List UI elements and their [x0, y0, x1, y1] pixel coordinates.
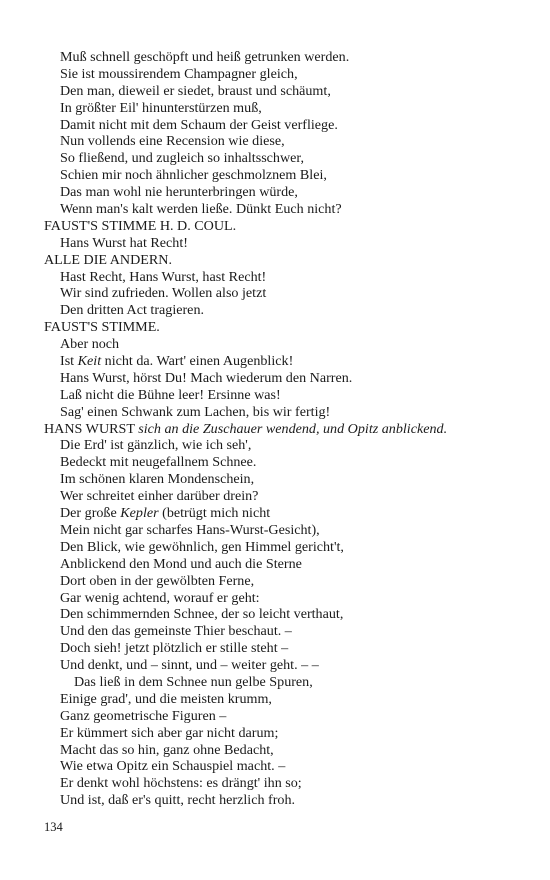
line-text: Den dritten Act tragieren.	[60, 302, 205, 319]
verse-line	[44, 674, 534, 691]
verse-line	[44, 387, 534, 404]
verse-line	[44, 150, 534, 167]
verse-line	[44, 454, 534, 471]
line-text: Ganz geometrische Figuren –	[60, 707, 227, 724]
line-text: Den Blick, wie gewöhnlich, gen Himmel gericht't,	[60, 538, 344, 555]
line-text: Sie ist moussirendem Champagner gleich,	[60, 65, 298, 82]
verse-line	[44, 83, 534, 100]
line-text: Hans Wurst, hörst Du! Mach wiederum den Narren.	[60, 369, 353, 386]
line-text: Der große	[60, 505, 121, 522]
line-text: Einige grad', und die meisten krumm,	[60, 690, 272, 707]
line-text: Dort oben in der gewölbten Ferne,	[60, 572, 255, 589]
line-text: Und denkt, und – sinnt, und – weiter geht. – –	[60, 657, 319, 674]
verse-line	[44, 471, 534, 488]
verse-line	[44, 117, 534, 134]
verse-line	[44, 269, 534, 286]
line-text: Wer schreitet einher darüber drein?	[60, 488, 259, 505]
line-text: Bedeckt mit neugefallnem Schnee.	[60, 454, 257, 471]
verse-line	[44, 640, 534, 657]
verse-line	[44, 353, 534, 370]
verse-line	[44, 758, 534, 775]
line-text: ALLE DIE ANDERN.	[44, 251, 172, 268]
line-text: Nun vollends eine Recension wie diese,	[60, 133, 285, 150]
line-text: Hans Wurst hat Recht!	[60, 234, 188, 251]
italic-text: sich an die Zuschauer wendend, und Opitz anblickend.	[138, 420, 448, 437]
line-text: Das ließ in dem Schnee nun gelbe Spuren,	[74, 673, 313, 690]
verse-line	[44, 556, 534, 573]
line-text: Im schönen klaren Mondenschein,	[60, 471, 255, 488]
verse-line	[44, 505, 534, 522]
line-text: FAUST'S STIMME.	[44, 319, 160, 336]
verse-line	[44, 522, 534, 539]
verse-line	[44, 49, 534, 66]
line-text: Er denkt wohl höchstens: es drängt' ihn so;	[60, 775, 302, 792]
speaker-line	[44, 252, 534, 269]
verse-line	[44, 302, 534, 319]
line-text: In größter Eil' hinunterstürzen muß,	[60, 99, 262, 116]
page-number: 134	[44, 820, 63, 834]
line-text: Muß schnell geschöpft und heiß getrunken werden.	[60, 49, 350, 65]
verse-line	[44, 623, 534, 640]
line-text: Den man, dieweil er siedet, braust und schäumt,	[60, 82, 331, 99]
play-text	[44, 49, 534, 809]
verse-line	[44, 657, 534, 674]
verse-line	[44, 201, 534, 218]
verse-line	[44, 404, 534, 421]
speaker-line	[44, 421, 534, 438]
line-text: Sag' einen Schwank zum Lachen, bis wir fertig!	[60, 403, 331, 420]
line-text: Gar wenig achtend, worauf er geht:	[60, 589, 260, 606]
verse-line	[44, 725, 534, 742]
verse-line	[44, 792, 534, 809]
line-text: Er kümmert sich aber gar nicht darum;	[60, 724, 279, 741]
line-text: Mein nicht gar scharfes Hans-Wurst-Gesicht),	[60, 521, 320, 538]
verse-line	[44, 235, 534, 252]
verse-line	[44, 336, 534, 353]
line-text: Wie etwa Opitz ein Schauspiel macht. –	[60, 758, 286, 775]
line-text: nicht da. Wart' einen Augenblick!	[101, 353, 294, 370]
line-text: (betrügt mich nicht	[158, 505, 271, 522]
verse-line	[44, 370, 534, 387]
line-text: Macht das so hin, ganz ohne Bedacht,	[60, 741, 274, 758]
line-text: Die Erd' ist gänzlich, wie ich seh',	[60, 437, 252, 454]
line-text: Schien mir noch ähnlicher geschmolznem Blei,	[60, 167, 327, 184]
verse-line	[44, 539, 534, 556]
italic-text: Keit	[77, 353, 102, 370]
verse-line	[44, 775, 534, 792]
verse-line	[44, 573, 534, 590]
verse-line	[44, 285, 534, 302]
line-text: Laß nicht die Bühne leer! Ersinne was!	[60, 386, 281, 403]
line-text: Damit nicht mit dem Schaum der Geist verfliege.	[60, 116, 338, 133]
line-text: Anblickend den Mond und auch die Sterne	[60, 555, 302, 572]
verse-line	[44, 488, 534, 505]
line-text: Wenn man's kalt werden ließe. Dünkt Euch nicht?	[60, 201, 342, 218]
line-text: Und den das gemeinste Thier beschaut. –	[60, 623, 292, 640]
speaker-line	[44, 319, 534, 336]
line-text: Aber noch	[60, 336, 120, 353]
verse-line	[44, 708, 534, 725]
verse-line	[44, 606, 534, 623]
line-text: So fließend, und zugleich so inhaltsschwer,	[60, 150, 305, 167]
verse-line	[44, 167, 534, 184]
italic-text: Kepler	[120, 505, 159, 522]
line-text: Ist	[60, 353, 78, 370]
verse-line	[44, 742, 534, 759]
line-text: Und ist, daß er's quitt, recht herzlich froh.	[60, 792, 296, 809]
verse-line	[44, 100, 534, 117]
line-text: HANS WURST	[44, 420, 139, 437]
line-text: Den schimmernden Schnee, der so leicht verthaut,	[60, 606, 344, 623]
verse-line	[44, 437, 534, 454]
line-text: Hast Recht, Hans Wurst, hast Recht!	[60, 268, 267, 285]
line-text: Doch sieh! jetzt plötzlich er stille steht –	[60, 640, 289, 657]
verse-line	[44, 184, 534, 201]
verse-line	[44, 691, 534, 708]
verse-line	[44, 133, 534, 150]
verse-line	[44, 66, 534, 83]
speaker-line	[44, 218, 534, 235]
line-text: Wir sind zufrieden. Wollen also jetzt	[60, 285, 267, 302]
verse-line	[44, 590, 534, 607]
line-text: FAUST'S STIMME H. D. COUL.	[44, 217, 237, 234]
line-text: Das man wohl nie herunterbringen würde,	[60, 184, 298, 201]
